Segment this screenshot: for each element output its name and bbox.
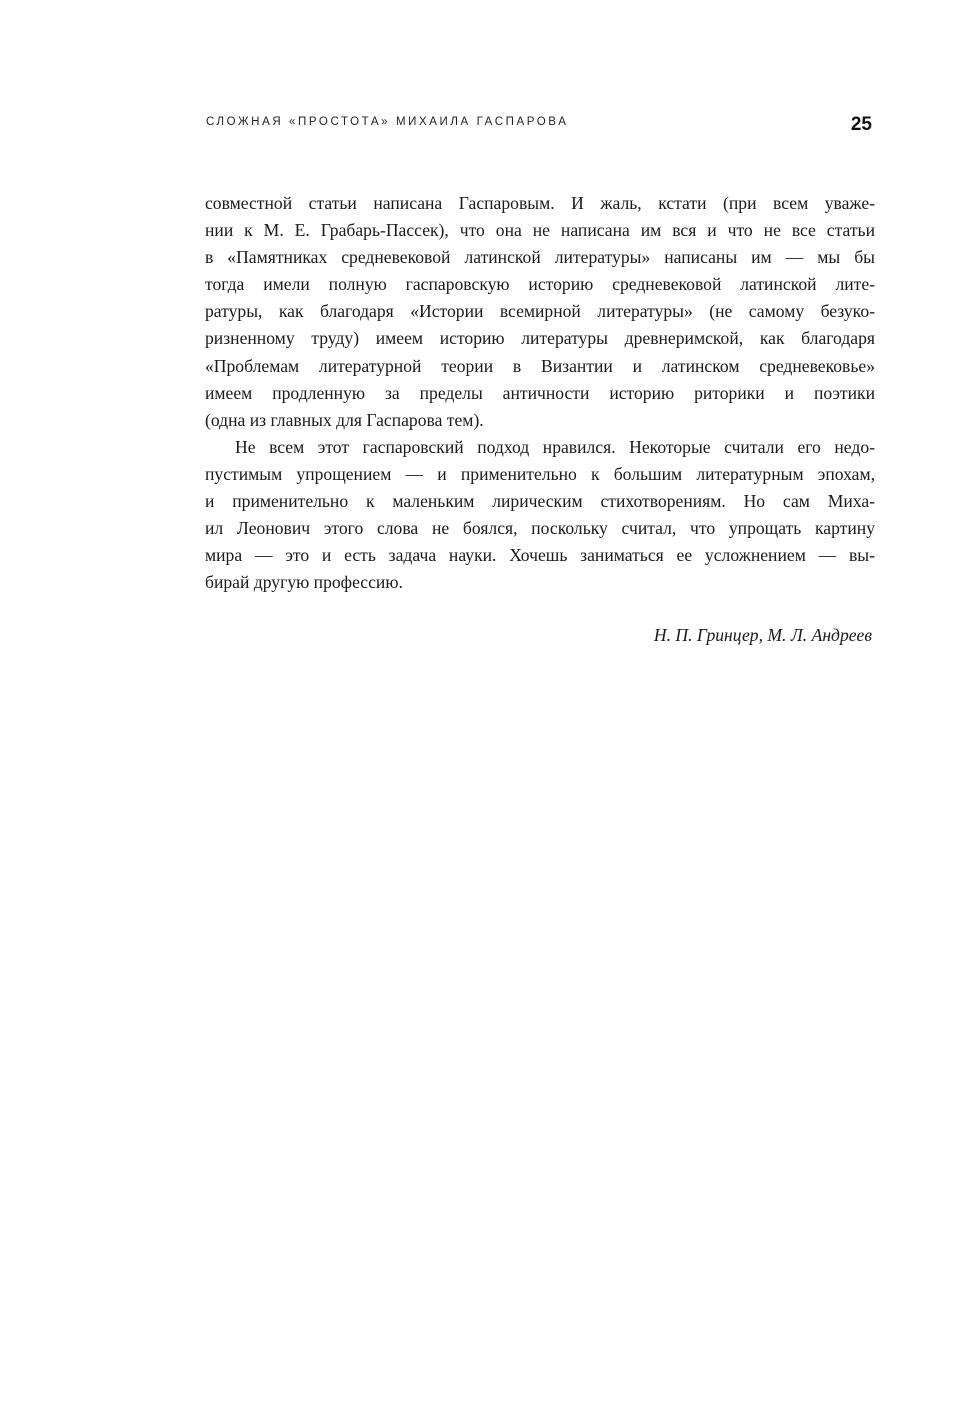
- running-header: [206, 114, 872, 138]
- text-line: ил Леонович этого слова не боялся, поскольку считал, что упрощать картину: [205, 518, 875, 539]
- paragraph: [205, 190, 875, 434]
- text-line: пустимым упрощением — и применительно к большим литературным эпохам,: [205, 463, 875, 484]
- text-line: тогда имели полную гаспаровскую историю средневековой латинской лите-: [205, 274, 875, 295]
- text-line: ратуры, как благодаря «Истории всемирной литературы» (не самому безуко-: [205, 301, 875, 322]
- text-line: и применительно к маленьким лирическим стихотворениям. Но сам Миха-: [205, 491, 875, 512]
- text-line: (одна из главных для Гаспарова тем).: [205, 409, 484, 430]
- text-line: бирай другую профессию.: [205, 572, 403, 593]
- body-text: [205, 190, 875, 596]
- page-number: 25: [850, 114, 872, 135]
- paragraph: [205, 434, 875, 597]
- text-line: ризненному труду) имеем историю литературы древнеримской, как благодаря: [205, 328, 875, 349]
- text-line: в «Памятниках средневековой латинской литературы» написаны им — мы бы: [205, 247, 875, 268]
- text-line: совместной статьи написана Гаспаровым. И жаль, кстати (при всем уваже-: [205, 193, 875, 213]
- running-title: СЛОЖНАЯ «ПРОСТОТА» МИХАИЛА ГАСПАРОВА: [206, 116, 569, 128]
- signature: Н. П. Гринцер, М. Л. Андреев: [653, 625, 872, 645]
- text-line: нии к М. Е. Грабарь-Пассек), что она не написана им вся и что не все статьи: [205, 220, 875, 241]
- text-line: Не всем этот гаспаровский подход нравился. Некоторые считали его недо-: [235, 436, 875, 457]
- text-line: мира — это и есть задача науки. Хочешь заниматься ее усложнением — вы-: [205, 545, 875, 566]
- text-line: имеем продленную за пределы античности историю риторики и поэтики: [205, 382, 875, 403]
- text-line: «Проблемам литературной теории в Византии и латинском средневековье»: [205, 355, 875, 376]
